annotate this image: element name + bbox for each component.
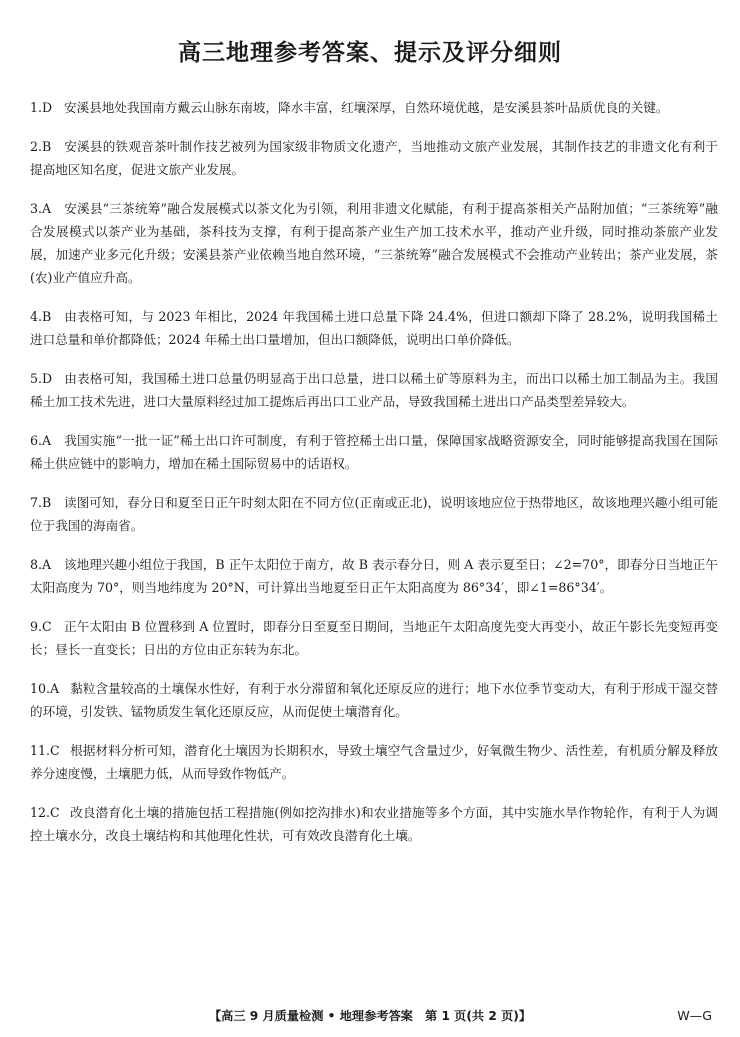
- footer-page-info: 【高三 9 月质量检测 • 地理参考答案 第 1 页(共 2 页)】: [208, 1009, 532, 1023]
- answer-explanation: 黏粒含量较高的土壤保水性好，有利于水分滞留和氧化还原反应的进行；地下水位季节变动大，有利于形成干湿交替的环境，引发铁、锰物质发生氧化还原反应，从而促使土壤潜育化。: [30, 681, 718, 719]
- answer-number: 8.A: [30, 557, 52, 572]
- answer-explanation: 读图可知，春分日和夏至日正午时刻太阳在不同方位(正南或正北)，说明该地应位于热带地区，故该地理兴趣小组可能位于我国的海南省。: [30, 495, 718, 533]
- answer-explanation: 安溪县地处我国南方戴云山脉东南坡，降水丰富，红壤深厚，自然环境优越，是安溪县茶叶品质优良的关键。: [64, 100, 669, 115]
- answer-explanation: 该地理兴趣小组位于我国，B 正午太阳位于南方，故 B 表示春分日，则 A 表示夏至日；∠2=70°，即春分日当地正午太阳高度为 70°，则当地纬度为 20°N，可计算出当地夏至日正午太阳高度为 86°34′，即∠1=86°34′。: [30, 557, 718, 595]
- answer-item-3: [30, 197, 718, 289]
- answer-item-9: [30, 615, 718, 661]
- answer-list: [30, 96, 718, 863]
- answer-item-1: [30, 96, 718, 119]
- answer-number: 9.C: [30, 619, 52, 634]
- answer-number: 3.A: [30, 201, 52, 216]
- answer-item-6: [30, 429, 718, 475]
- answer-explanation: 改良潜育化土壤的措施包括工程措施(例如挖沟排水)和农业措施等多个方面，其中实施水旱作物轮作，有利于人为调控土壤水分，改良土壤结构和其他理化性状，可有效改良潜育化土壤。: [30, 805, 718, 843]
- answer-number: 1.D: [30, 100, 53, 115]
- page-title: 高三地理参考答案、提示及评分细则: [178, 40, 562, 66]
- answer-number: 4.B: [30, 309, 52, 324]
- answer-number: 6.A: [30, 433, 52, 448]
- answer-number: 2.B: [30, 139, 52, 154]
- answer-number: 10.A: [30, 681, 60, 696]
- answer-item-4: [30, 305, 718, 351]
- answer-explanation: 由表格可知，与 2023 年相比，2024 年我国稀土进口总量下降 24.4%，但进口额却下降了 28.2%，说明我国稀土进口总量和单价都降低；2024 年稀土出口量增加，但出口额降低，说明出口单价降低。: [30, 309, 718, 347]
- answer-number: 5.D: [30, 371, 53, 386]
- answer-number: 11.C: [30, 743, 60, 758]
- answer-explanation: 安溪县的铁观音茶叶制作技艺被列为国家级非物质文化遗产，当地推动文旅产业发展，其制作技艺的非遗文化有利于提高地区知名度，促进文旅产业发展。: [30, 139, 718, 177]
- answer-explanation: 我国实施“一批一证”稀土出口许可制度，有利于管控稀土出口量，保障国家战略资源安全，同时能够提高我国在国际稀土供应链中的影响力，增加在稀土国际贸易中的话语权。: [30, 433, 718, 471]
- answer-item-12: [30, 801, 718, 847]
- answer-item-8: [30, 553, 718, 599]
- answer-item-7: [30, 491, 718, 537]
- answer-number: 12.C: [30, 805, 60, 820]
- answer-explanation: 正午太阳由 B 位置移到 A 位置时，即春分日至夏至日期间，当地正午太阳高度先变大再变小，故正午影长先变短再变长；昼长一直变长；日出的方位由正东转为东北。: [30, 619, 718, 657]
- footer-code: W—G: [677, 1008, 712, 1023]
- answer-item-10: [30, 677, 718, 723]
- answer-number: 7.B: [30, 495, 52, 510]
- answer-explanation: 根据材料分析可知，潜育化土壤因为长期积水，导致土壤空气含量过少，好氧微生物少、活性差，有机质分解及释放养分速度慢，土壤肥力低，从而导致作物低产。: [30, 743, 718, 781]
- answer-item-2: [30, 135, 718, 181]
- answer-explanation: 由表格可知，我国稀土进口总量仍明显高于出口总量，进口以稀土矿等原料为主，而出口以稀土加工制品为主。我国稀土加工技术先进，进口大量原料经过加工提炼后再出口工业产品，导致我国稀土进出口产品类型差异较大。: [30, 371, 718, 409]
- answer-item-5: [30, 367, 718, 413]
- answer-item-11: [30, 739, 718, 785]
- answer-explanation: 安溪县“三茶统筹”融合发展模式以茶文化为引领，利用非遗文化赋能，有利于提高茶相关产品附加值；“三茶统筹”融合发展模式以茶产业为基础，茶科技为支撑，有利于提高茶产业生产加工技术水平，推动产业升级，同时推动茶旅产业发展，加速产业多元化升级；安溪县茶产业依赖当地自然环境，“三茶统筹”融合发展模式不会推动产业转出；茶产业发展，茶(农)业产值应升高。: [30, 201, 718, 285]
